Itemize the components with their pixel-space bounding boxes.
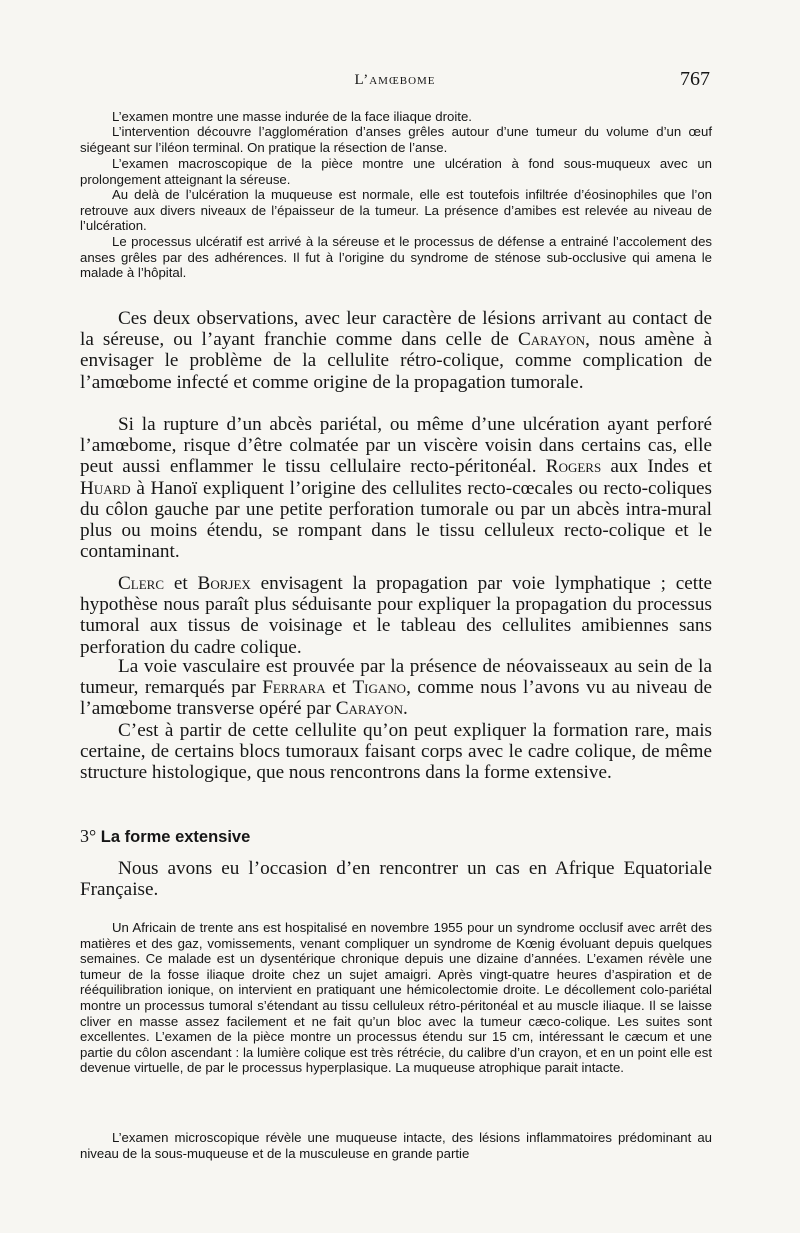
section-intro-paragraph: Nous avons eu l’occasion d’en rencontrer un cas en Afrique Equatoriale Française. [80,858,712,901]
case1-paragraph-2: L’intervention découvre l’agglomération d’anses grêles autour d’une tumeur du volume d’un œuf siégeant sur l’iléon terminal. On pratique la résection de l’anse. [80,124,712,155]
case2-paragraph-2: L’examen microscopique révèle une muqueuse intacte, des lésions inflammatoires prédominant au niveau de la sous-muqueuse et de la musculeuse en grande partie [80,1130,712,1161]
author-name: Clerc [118,573,165,594]
body-paragraph-3 [80,573,712,658]
body-paragraph-4 [80,656,712,720]
author-name: Ferrara [262,677,326,699]
text-run: La voie vasculaire est prouvée par la présence de néovaisseaux au sein de la tumeur, remarqués par [80,656,712,699]
text-run: , comme nous l’avons vu au niveau de l’amœbome transverse opéré par [80,677,712,720]
section-title: La forme extensive [100,828,251,846]
author-name: Huard [80,477,131,499]
text-run: . [402,698,408,720]
text-run: à Hanoï expliquent l’origine des cellulites recto-cœcales ou recto-coliques du côlon gauche par une petite perforation tumorale ou par un abcès intra-mural plus ou moins étendu, se rompant dans le tissu celluleux recto-colique et le contaminant. [80,477,712,563]
body-paragraph-1 [80,308,712,393]
author-name: Borjex [197,573,251,594]
case1-paragraph-1: L’examen montre une masse indurée de la face iliaque droite. [112,109,472,124]
text-run: Ces deux observations, avec leur caractère de lésions arrivant au contact de la séreuse, ou l’ayant franchie comme dans celle de [80,308,712,351]
author-name: Tigano [352,677,407,699]
text-run: et [325,677,353,699]
case1-paragraph-3: L’examen macroscopique de la pièce montre une ulcération à fond sous-muqueux avec un prolongement atteignant la séreuse. [80,156,712,187]
case1-paragraph-4: Au delà de l’ulcération la muqueuse est normale, elle est toutefois infiltrée d’éosinophiles que l’on retrouve aux divers niveaux de l’épaisseur de la tumeur. La présence d’amibes est relevée au niveau de l’ulcération. [80,187,712,234]
running-title: L’amœbome [354,72,436,88]
text-run: et [164,573,198,594]
section-heading [80,826,712,847]
author-name: Carayon [335,698,403,720]
case2-paragraph-1: Un Africain de trente ans est hospitalisé en novembre 1955 pour un syndrome occlusif avec arrêt des matières et des gaz, vomissements, venant compliquer un syndrome de Kœnig évoluant depuis quelques semaines. Ce malade est un dysentérique chronique depuis une dizaine d’années. L’examen révèle une tumeur de la fosse iliaque droite chez un sujet amaigri. Après vingt-quatre heures d’aspiration et de rééquilibration ionique, on intervient en pratiquant une hémicolectomie droite. Le décollement colo-pariétal montre un processus tumoral s’étendant au tissu celluleux rétro-péritonéal et au muscle iliaque. Il se laisse cliver en masse assez facilement et ne fait qu’un bloc avec la tumeur cæco-colique. Les suites sont excellentes. L’examen de la pièce montre un processus étendu sur 15 cm, intéressant le cæcum et une partie du côlon ascendant : la lumière colique est très rétrécie, du calibre d’un crayon, et en un point elle est devenue virtuelle, de par le processus hyperplasique. La muqueuse atrophique parait intacte. [80,920,712,1076]
body-paragraph-2 [80,414,712,562]
author-name: Rogers [545,456,602,478]
section-number: 3° [80,826,97,846]
case1-paragraph-5: Le processus ulcératif est arrivé à la séreuse et le processus de défense a entrainé l’accolement des anses grêles par des adhérences. Il fut à l’origine du syndrome de sténose sub-occlusive qui amena le malade à l’hôpital. [80,234,712,281]
text-run: , nous amène à envisager le problème de la cellulite rétro-colique, comme complication de l’amœbome infecté et comme origine de la propagation tumorale. [80,329,712,393]
body-paragraph-5: C’est à partir de cette cellulite qu’on peut expliquer la formation rare, mais certaine, de certains blocs tumoraux faisant corps avec le cadre colique, de même structure histologique, que nous rencontrons dans la forme extensive. [80,720,712,784]
running-header [80,68,710,94]
author-name: Carayon [517,329,586,351]
text-run: Si la rupture d’un abcès pariétal, ou même d’une ulcération ayant perforé l’amœbome, risque d’être colmatée par un viscère voisin dans certains cas, elle peut aussi enflammer le tissu cellulaire recto-péritonéal. [80,414,712,478]
text-run: aux Indes et [601,456,712,478]
text-run: envisagent la propagation par voie lymphatique ; cette hypothèse nous paraît plus séduisante pour expliquer la propagation du processus tumoral aux tissus de voisinage et le tableau des cellulites amibiennes sans perforation du cadre colique. [80,573,712,658]
page-number: 767 [680,68,710,90]
